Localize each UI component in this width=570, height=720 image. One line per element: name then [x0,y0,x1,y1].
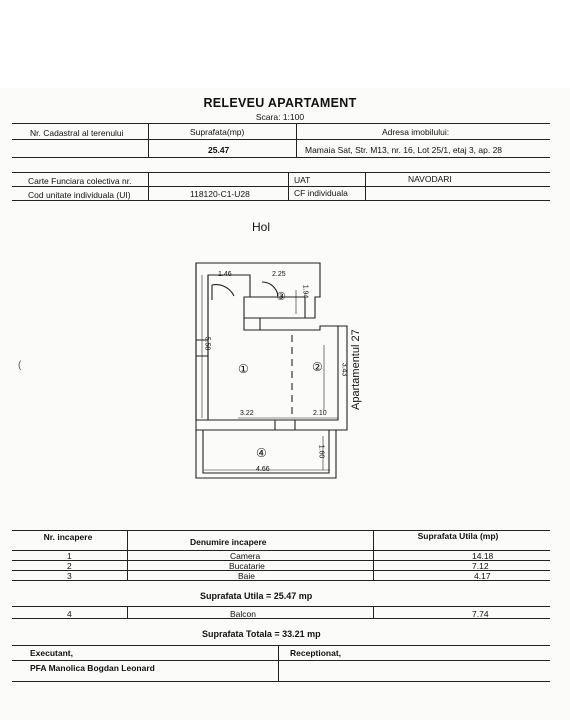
row-2-nr: 2 [67,561,72,571]
cod-ui-value: 118120-C1-U28 [190,189,250,199]
uat-value: NAVODARI [408,174,452,184]
dim-5-58: 5.58 [203,336,211,351]
suprafata-utila-total: Suprafata Utila = 25.47 mp [200,591,313,601]
executant-name: PFA Manolica Bogdan Leonard [30,663,155,673]
cod-ui-label: Cod unitate individuala (UI) [28,190,131,200]
row-1-area: 14.18 [472,551,494,561]
dim-2-10: 2.10 [313,410,327,417]
document-scale: Scara: 1:100 [255,112,305,122]
carte-funciara-label: Carte Funciara colectiva nr. [28,176,132,186]
row-2-name: Bucatarie [229,561,265,571]
dim-3-22: 3.22 [240,410,254,417]
row-1-name: Camera [230,551,261,561]
row-3-name: Baie [238,571,256,581]
col-nr-incapere: Nr. incapere [43,532,93,542]
dim-1-46: 1.46 [218,271,232,278]
col-suprafata-utila: Suprafata Utila (mp) [417,531,499,541]
hol-label: Hol [252,220,271,234]
nr-cadastral-label: Nr. Cadastral al terenului [30,128,124,138]
row-1-nr: 1 [67,551,72,561]
col-denumire-incapere: Denumire incapere [190,537,267,547]
suprafata-totala: Suprafata Totala = 33.21 mp [202,629,321,639]
adresa-label: Adresa imobilului: [382,127,450,137]
document-title: RELEVEU APARTAMENT [203,96,357,110]
table-line [373,606,374,618]
dim-3-43: 3.43 [340,362,348,377]
room-number-3: ③ [276,291,286,303]
table-line [373,530,374,580]
row-3-nr: 3 [67,571,72,581]
dim-1-60: 1.60 [317,444,325,459]
apartament-27-label: Apartamentul 27 [350,329,362,410]
dim-1-94: 1.94 [301,284,309,299]
table-line [12,570,550,571]
table-line [12,580,550,581]
table-line [278,645,279,681]
row-2-area: 7.12 [472,561,489,571]
room-number-4: ④ [256,446,267,460]
table-line [12,645,550,646]
table-line [127,606,128,618]
table-line [12,618,550,619]
adresa-value: Mamaia Sat, Str. M13, nr. 16, Lot 25/1, etaj 3, ap. 28 [305,145,503,155]
executant-label: Executant, [30,648,73,658]
row-4-name: Balcon [230,609,256,619]
room-number-2: ② [312,360,323,374]
dim-2-25: 2.25 [272,271,286,278]
row-4-nr: 4 [67,609,72,619]
row-4-area: 7.74 [472,609,489,619]
cf-individuala-label: CF individuala [294,188,348,198]
uat-label: UAT [294,175,311,185]
suprafata-label: Suprafata(mp) [190,127,245,137]
table-line [12,681,550,682]
suprafata-value: 25.47 [208,145,230,155]
table-line [127,530,128,580]
dim-4-66: 4.66 [256,466,270,473]
table-line [12,560,550,561]
table-line [12,550,550,551]
room-number-1: ① [238,362,249,376]
table-line [12,606,550,607]
receptionat-label: Receptionat, [290,648,342,658]
scan-mark: ( [18,360,22,371]
row-3-area: 4.17 [474,571,491,581]
table-line [12,660,550,661]
